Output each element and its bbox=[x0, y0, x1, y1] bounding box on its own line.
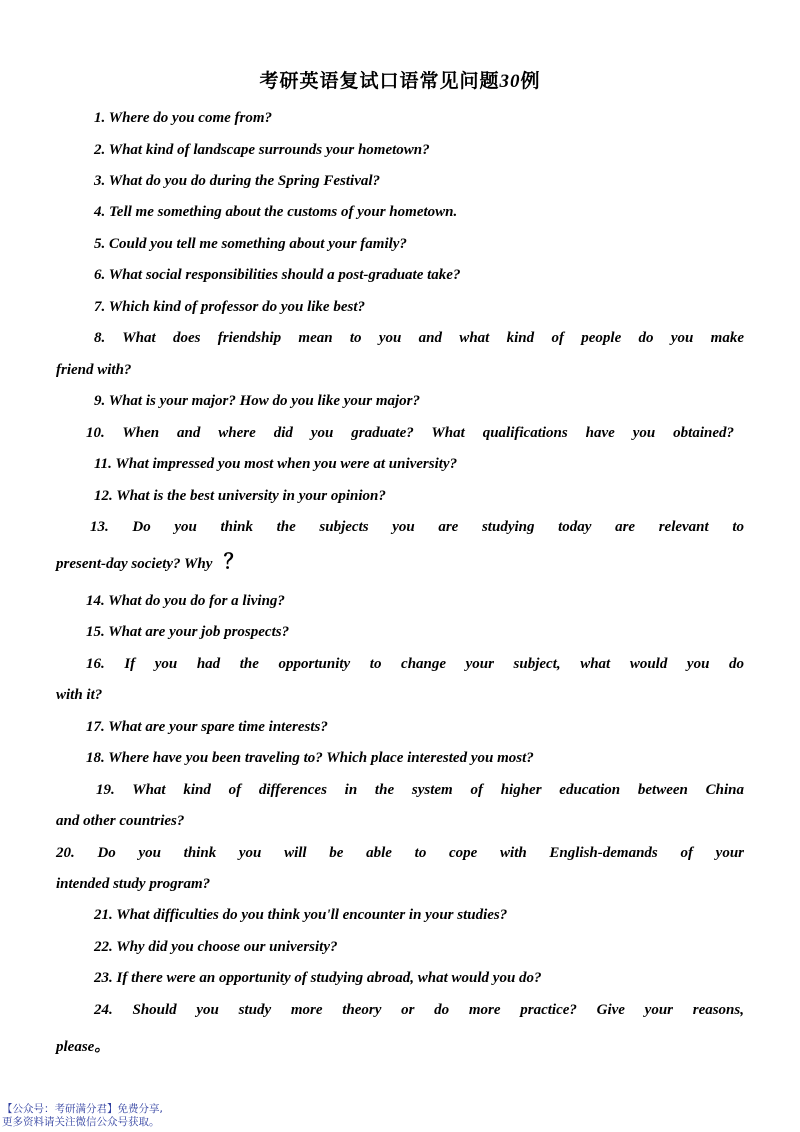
question-21: 21. What difficulties do you think you'll encounter in your studies? bbox=[94, 907, 508, 923]
question-11: 11. What impressed you most when you were at university? bbox=[94, 456, 458, 472]
title-text: 考研英语复试口语常见问题 bbox=[259, 70, 500, 92]
question-2: 2. What kind of landscape surrounds your hometown? bbox=[94, 142, 430, 158]
page-title bbox=[0, 66, 800, 93]
question-24-line-1: 24. Should you study more theory or do more practice? Give your reasons, bbox=[94, 1002, 744, 1018]
question-24-line-2: please。 bbox=[56, 1039, 110, 1055]
question-3: 3. What do you do during the Spring Festival? bbox=[94, 173, 381, 189]
question-19-line-2: and other countries? bbox=[56, 813, 185, 829]
question-13-line-2 bbox=[56, 553, 244, 573]
question-7: 7. Which kind of professor do you like best? bbox=[94, 299, 365, 315]
question-15: 15. What are your job prospects? bbox=[86, 624, 290, 640]
title-number: 30 bbox=[499, 71, 521, 92]
footer-note bbox=[2, 1103, 163, 1129]
footer-line-2: 更多资料请关注微信公众号获取。 bbox=[2, 1116, 160, 1128]
question-13-line-1: 13. Do you think the subjects you are studying today are relevant to bbox=[90, 519, 744, 535]
question-16-line-1: 16. If you had the opportunity to change your subject, what would you do bbox=[86, 656, 744, 672]
question-14: 14. What do you do for a living? bbox=[86, 593, 285, 609]
question-18: 18. Where have you been traveling to? Which place interested you most? bbox=[86, 750, 534, 766]
question-20-line-2: intended study program? bbox=[56, 876, 211, 892]
question-20-line-1: 20. Do you think you will be able to cope with English-demands of your bbox=[56, 845, 744, 861]
question-5: 5. Could you tell me something about your family? bbox=[94, 236, 407, 252]
question-12: 12. What is the best university in your opinion? bbox=[94, 488, 386, 504]
question-13-mark: ？ bbox=[223, 551, 244, 573]
question-23: 23. If there were an opportunity of studying abroad, what would you do? bbox=[94, 970, 542, 986]
question-9: 9. What is your major? How do you like your major? bbox=[94, 393, 421, 409]
footer-line-1: 【公众号：考研满分君】免费分享, bbox=[2, 1103, 163, 1115]
title-suffix: 例 bbox=[520, 70, 541, 92]
question-13-text: present-day society? Why bbox=[56, 556, 213, 572]
question-16-line-2: with it? bbox=[56, 687, 103, 703]
question-8-line-1: 8. What does friendship mean to you and what kind of people do you make bbox=[94, 330, 744, 346]
question-10: 10. When and where did you graduate? What qualifications have you obtained? bbox=[86, 425, 734, 441]
question-6: 6. What social responsibilities should a post-graduate take? bbox=[94, 267, 461, 283]
question-4: 4. Tell me something about the customs of your hometown. bbox=[94, 204, 458, 220]
question-17: 17. What are your spare time interests? bbox=[86, 719, 328, 735]
question-1: 1. Where do you come from? bbox=[94, 110, 273, 126]
question-8-line-2: friend with? bbox=[56, 362, 132, 378]
question-19-line-1: 19. What kind of differences in the system of higher education between China bbox=[96, 782, 744, 798]
question-22: 22. Why did you choose our university? bbox=[94, 939, 338, 955]
